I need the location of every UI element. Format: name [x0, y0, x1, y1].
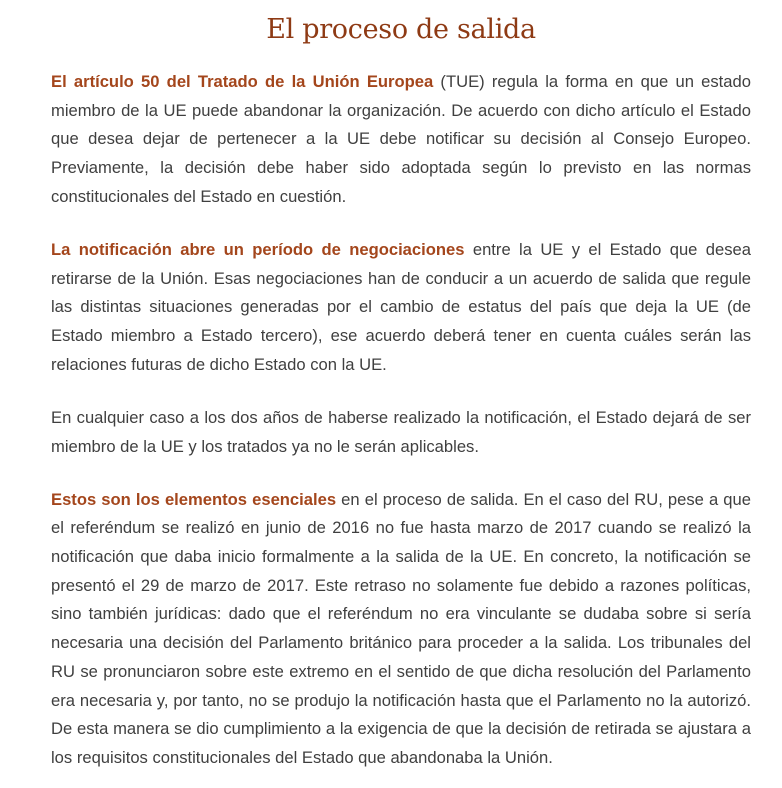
paragraph-text: En cualquier caso a los dos años de haberse realizado la notificación, el Estado dejará de ser miembro de la UE y los tratados ya no le serán aplicables.: [51, 407, 751, 456]
paragraph-article-50: [51, 68, 751, 212]
paragraph-lead: El artículo 50 del Tratado de la Unión Europea: [51, 72, 434, 91]
paragraph-two-years: [51, 404, 751, 461]
paragraph-text: en el proceso de salida. En el caso del RU, pese a que el referéndum se realizó en junio de 2016 no fue hasta marzo de 2017 cuando se realizó la notificación que daba inicio formalmente a la salida de la UE. En concreto, la notificación se presentó el 29 de marzo de 2017. Este retraso no solamente fue debido a razones políticas, sino también jurídicas: dado que el referéndum no era vinculante se dudaba sobre si sería necesaria una decisión del Parlamento británico para proceder a la salida. Los tribunales del RU se pronunciaron sobre este extremo en el sentido de que dicha resolución del Parlamento era necesaria y, por tanto, no se produjo la notificación hasta que el Parlamento no la autorizó. De esta manera se dio cumplimiento a la exigencia de que la decisión de retirada se ajustara a los requisitos constitucionales del Estado que abandonaba la Unión.: [51, 489, 751, 767]
paragraph-lead: Estos son los elementos esenciales: [51, 489, 337, 509]
paragraph-negotiations: [51, 236, 751, 380]
paragraph-essential-elements: [51, 486, 751, 773]
paragraph-text: (TUE) regula la forma en que un estado miembro de la UE puede abandonar la organización. De acuerdo con dicho artículo el Estado que desea dejar de pertenecer a la UE debe notificar su decisión al Consejo Europeo. Previamente, la decisión debe haber sido adoptada según lo previsto en las normas constitucionales del Estado en cuestión.: [51, 72, 751, 206]
paragraph-lead: La notificación abre un período de negociaciones: [51, 239, 465, 259]
page-title: El proceso de salida: [266, 14, 536, 45]
paragraph-text: entre la UE y el Estado que desea retirarse de la Unión. Esas negociaciones han de conducir a un acuerdo de salida que regule las distintas situaciones generadas por el cambio de estatus del país que deja la UE (de Estado miembro a Estado tercero), ese acuerdo deberá tener en cuenta cuáles serán las relaciones futuras de dicho Estado con la UE.: [51, 239, 751, 374]
